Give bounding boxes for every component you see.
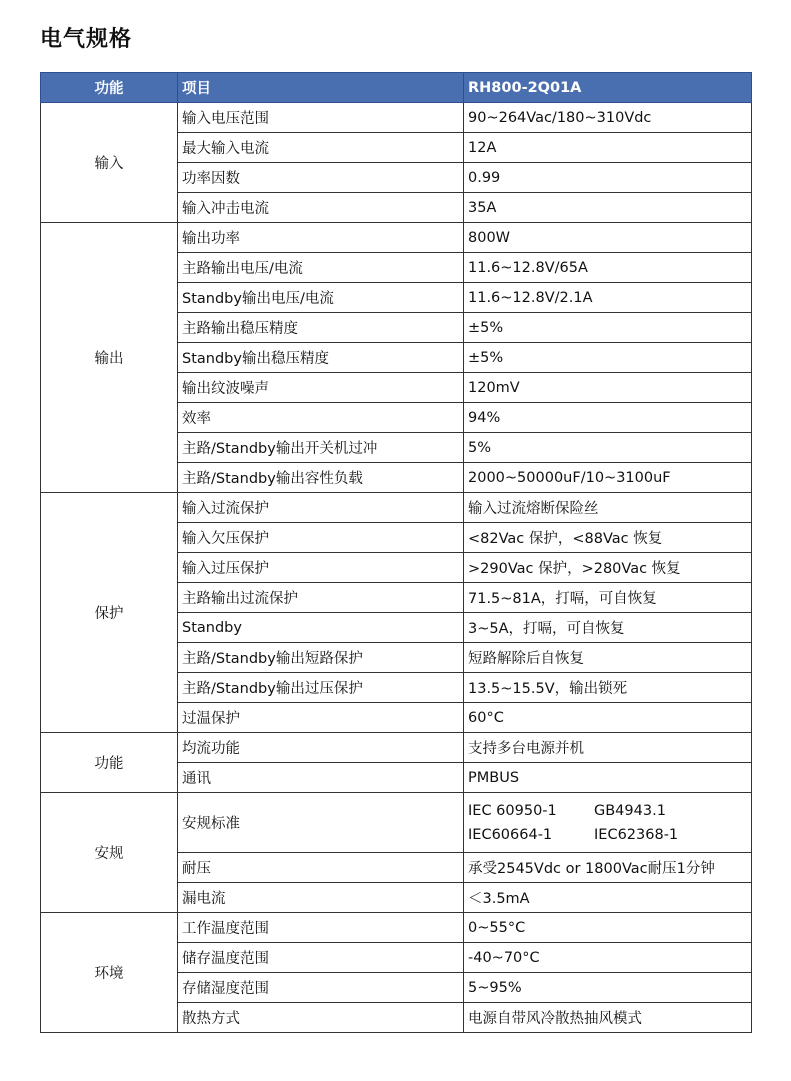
spec-value: 90~264Vac/180~310Vdc bbox=[464, 103, 752, 133]
spec-item: Standby bbox=[178, 613, 464, 643]
group-label-output: 输出 bbox=[41, 223, 178, 493]
spec-value: 120mV bbox=[464, 373, 752, 403]
header-item: 项目 bbox=[178, 73, 464, 103]
spec-item: Standby输出稳压精度 bbox=[178, 343, 464, 373]
spec-item: 主路/Standby输出容性负载 bbox=[178, 463, 464, 493]
spec-value: ±5% bbox=[464, 343, 752, 373]
table-row bbox=[41, 493, 752, 523]
table-row bbox=[41, 913, 752, 943]
table-row bbox=[41, 103, 752, 133]
spec-value: 电源自带风冷散热抽风模式 bbox=[464, 1003, 752, 1033]
spec-item: 安规标准 bbox=[178, 793, 464, 853]
spec-value: 60°C bbox=[464, 703, 752, 733]
spec-item: 输入过压保护 bbox=[178, 553, 464, 583]
group-label-safety: 安规 bbox=[41, 793, 178, 913]
spec-item: 主路输出稳压精度 bbox=[178, 313, 464, 343]
spec-item: 输入欠压保护 bbox=[178, 523, 464, 553]
spec-item: 均流功能 bbox=[178, 733, 464, 763]
spec-value: ＜3.5mA bbox=[464, 883, 752, 913]
spec-value: 0~55°C bbox=[464, 913, 752, 943]
table-row bbox=[41, 793, 752, 853]
spec-item: 输出纹波噪声 bbox=[178, 373, 464, 403]
spec-item: 输入电压范围 bbox=[178, 103, 464, 133]
spec-value: 输入过流熔断保险丝 bbox=[464, 493, 752, 523]
spec-value: 3~5A，打嗝，可自恢复 bbox=[464, 613, 752, 643]
group-label-protection: 保护 bbox=[41, 493, 178, 733]
spec-item: 效率 bbox=[178, 403, 464, 433]
table-header-row bbox=[41, 73, 752, 103]
standards-list bbox=[468, 802, 747, 844]
spec-value: <82Vac 保护，<88Vac 恢复 bbox=[464, 523, 752, 553]
spec-value: 支持多台电源并机 bbox=[464, 733, 752, 763]
spec-item: 过温保护 bbox=[178, 703, 464, 733]
spec-value-standards bbox=[464, 793, 752, 853]
group-label-input: 输入 bbox=[41, 103, 178, 223]
spec-item: 耐压 bbox=[178, 853, 464, 883]
spec-item: 输入冲击电流 bbox=[178, 193, 464, 223]
spec-value: 12A bbox=[464, 133, 752, 163]
group-label-function: 功能 bbox=[41, 733, 178, 793]
spec-item: 最大输入电流 bbox=[178, 133, 464, 163]
table-row bbox=[41, 733, 752, 763]
spec-value: 11.6~12.8V/2.1A bbox=[464, 283, 752, 313]
standard-item: IEC 60950-1 bbox=[468, 802, 557, 819]
spec-value: 0.99 bbox=[464, 163, 752, 193]
table-row bbox=[41, 223, 752, 253]
spec-item: 输出功率 bbox=[178, 223, 464, 253]
spec-value: 35A bbox=[464, 193, 752, 223]
group-label-environment: 环境 bbox=[41, 913, 178, 1033]
spec-value: 2000~50000uF/10~3100uF bbox=[464, 463, 752, 493]
spec-value: 71.5~81A，打嗝，可自恢复 bbox=[464, 583, 752, 613]
spec-item: Standby输出电压/电流 bbox=[178, 283, 464, 313]
spec-value: 13.5~15.5V，输出锁死 bbox=[464, 673, 752, 703]
spec-value: 5% bbox=[464, 433, 752, 463]
spec-item: 主路/Standby输出短路保护 bbox=[178, 643, 464, 673]
electrical-spec-table bbox=[40, 72, 752, 1033]
spec-value: 800W bbox=[464, 223, 752, 253]
spec-item: 散热方式 bbox=[178, 1003, 464, 1033]
standard-item: IEC60664-1 bbox=[468, 826, 553, 843]
spec-item: 主路输出过流保护 bbox=[178, 583, 464, 613]
spec-item: 主路/Standby输出开关机过冲 bbox=[178, 433, 464, 463]
page-title: 电气规格 bbox=[40, 27, 133, 52]
spec-item: 功率因数 bbox=[178, 163, 464, 193]
spec-item: 主路/Standby输出过压保护 bbox=[178, 673, 464, 703]
spec-value: 承受2545Vdc or 1800Vac耐压1分钟 bbox=[464, 853, 752, 883]
spec-value: 94% bbox=[464, 403, 752, 433]
spec-value: 11.6~12.8V/65A bbox=[464, 253, 752, 283]
spec-value: ±5% bbox=[464, 313, 752, 343]
spec-item: 储存温度范围 bbox=[178, 943, 464, 973]
spec-item: 输入过流保护 bbox=[178, 493, 464, 523]
header-function: 功能 bbox=[41, 73, 178, 103]
header-model: RH800-2Q01A bbox=[464, 73, 752, 103]
spec-value: PMBUS bbox=[464, 763, 752, 793]
standard-item: GB4943.1 bbox=[594, 802, 666, 819]
spec-value: >290Vac 保护，>280Vac 恢复 bbox=[464, 553, 752, 583]
spec-item: 存储湿度范围 bbox=[178, 973, 464, 1003]
spec-value: 5~95% bbox=[464, 973, 752, 1003]
spec-value: 短路解除后自恢复 bbox=[464, 643, 752, 673]
standard-item: IEC62368-1 bbox=[594, 826, 679, 843]
spec-item: 主路输出电压/电流 bbox=[178, 253, 464, 283]
spec-item: 工作温度范围 bbox=[178, 913, 464, 943]
spec-item: 漏电流 bbox=[178, 883, 464, 913]
spec-item: 通讯 bbox=[178, 763, 464, 793]
spec-value: -40~70°C bbox=[464, 943, 752, 973]
